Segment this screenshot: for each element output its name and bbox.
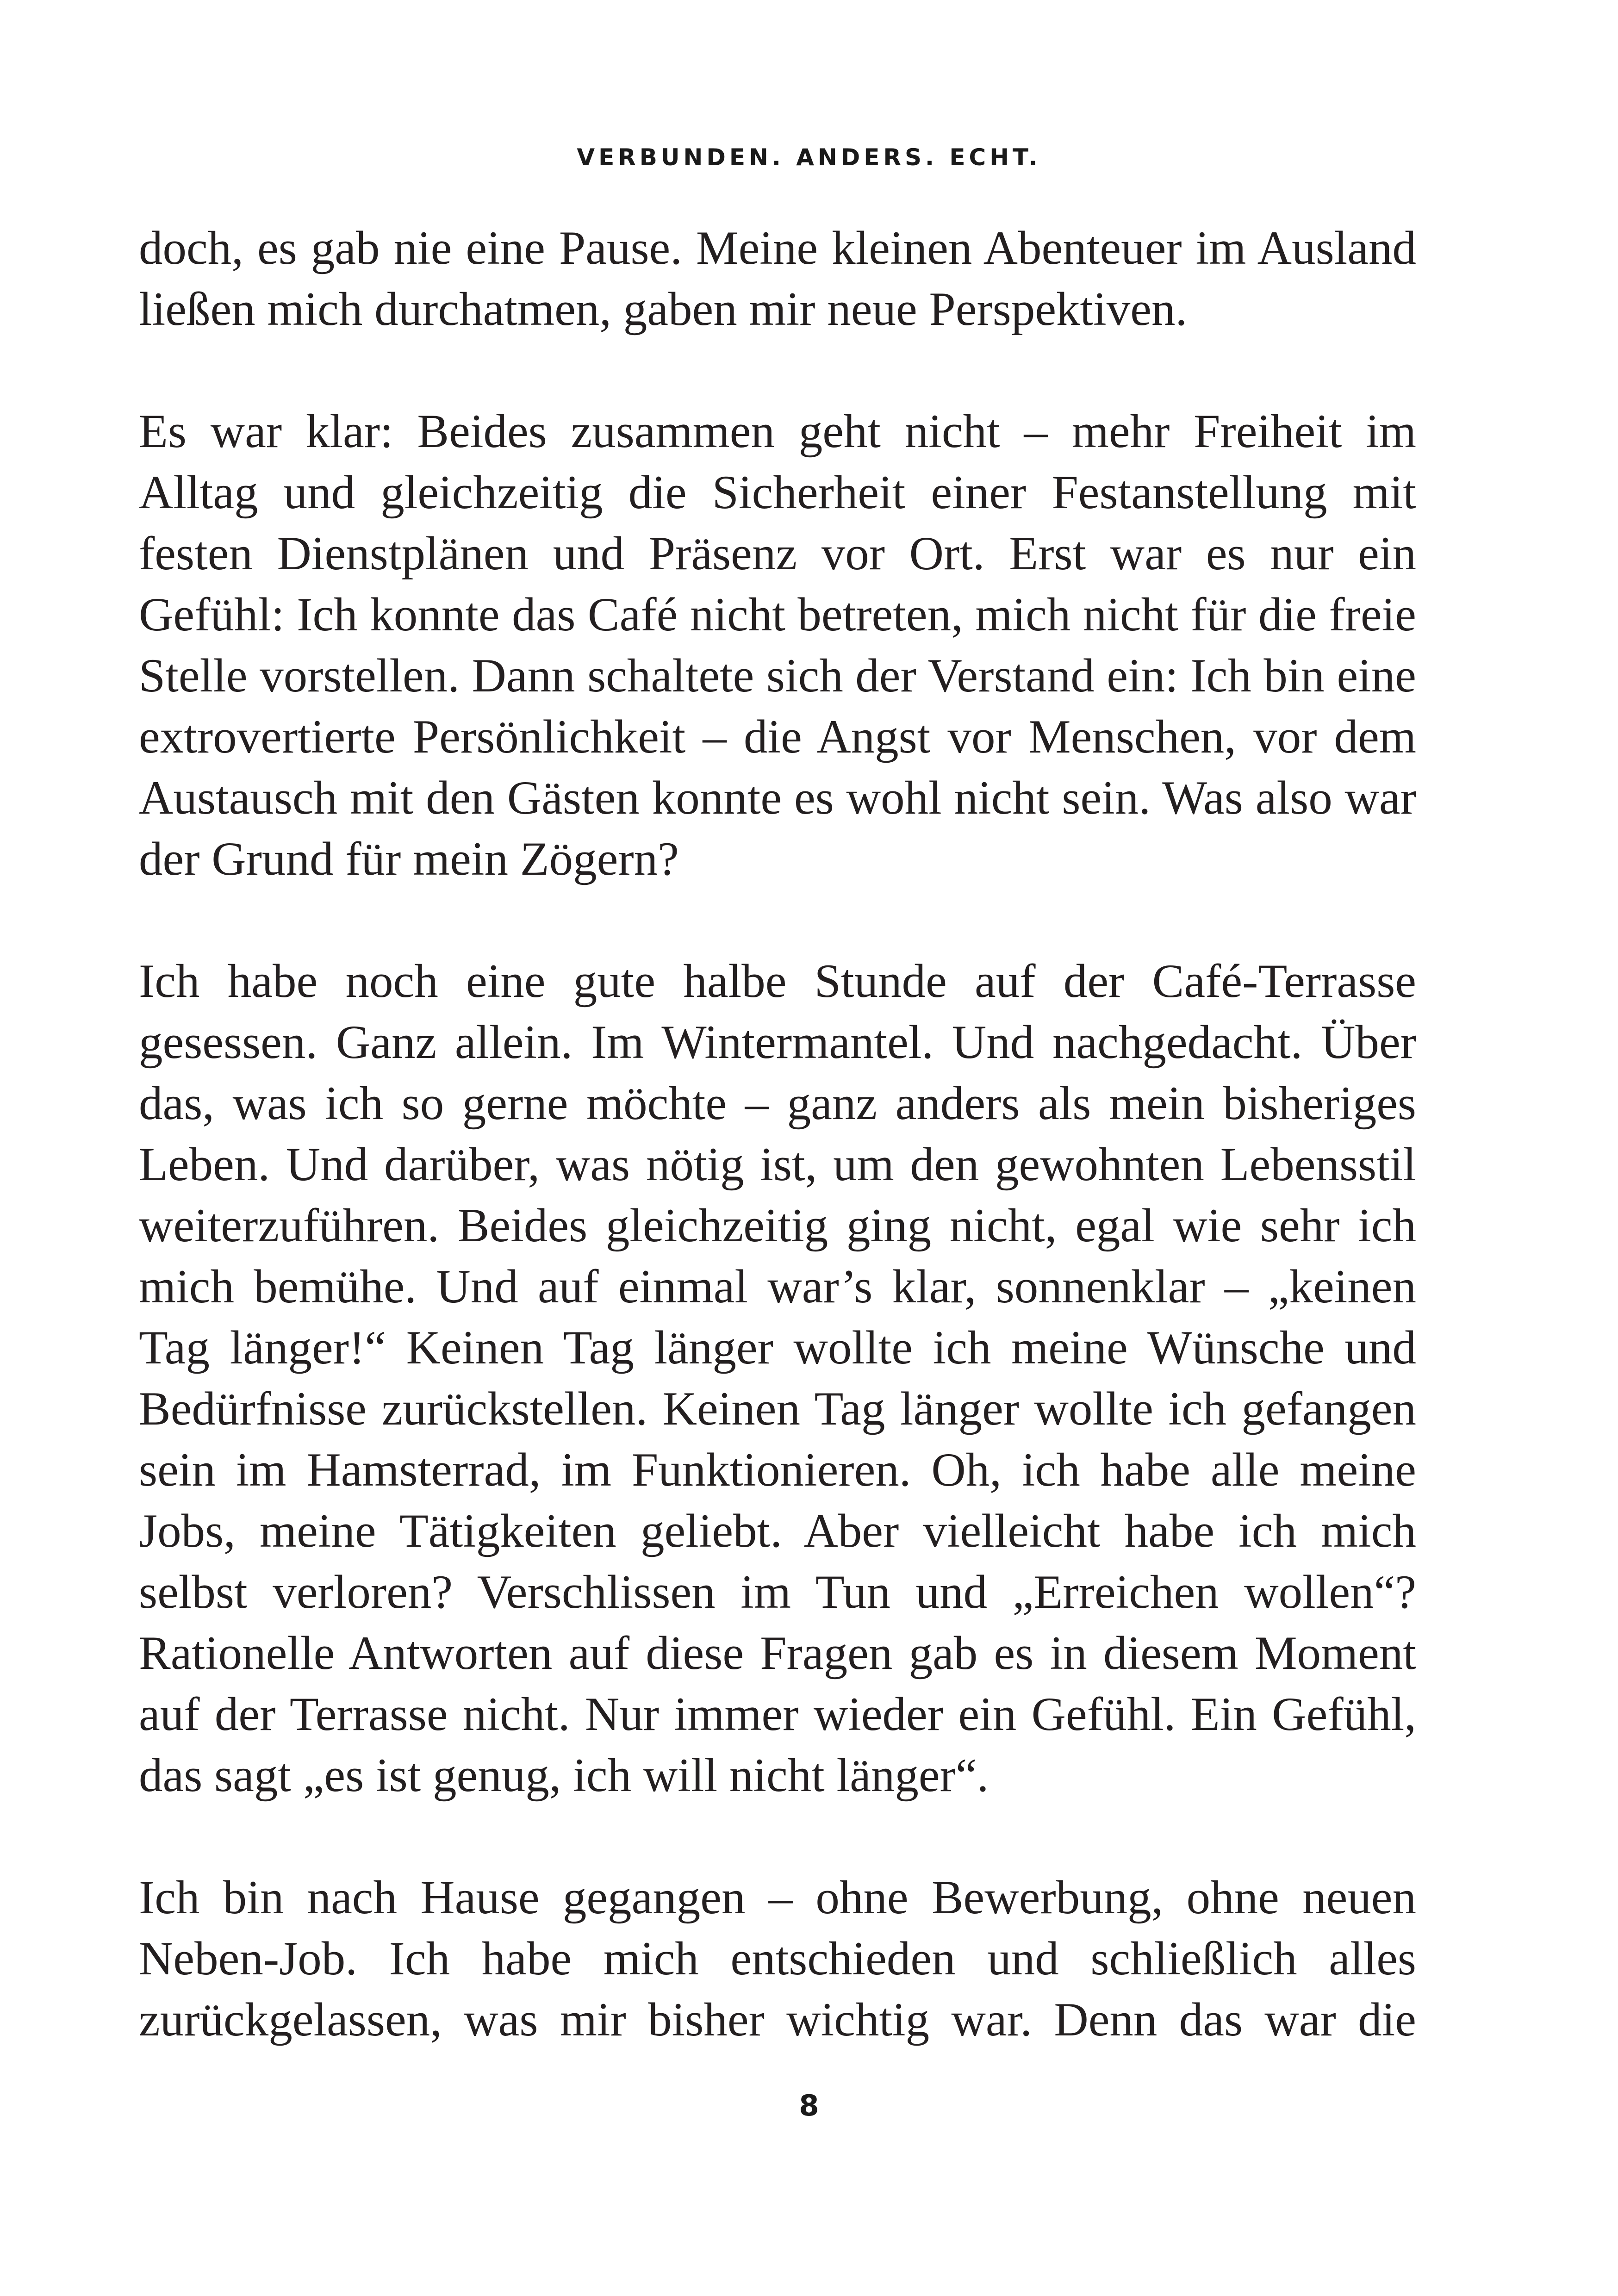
paragraph-1: doch, es gab nie eine Pause. Meine kleinen Abenteuer im Ausland ließen mich durchatmen, gaben mir neue Perspektiven. <box>139 222 1416 336</box>
paragraph-4: Ich bin nach Hause gegangen – ohne Bewerbung, ohne neuen Neben-Job. Ich habe mich entschieden und schließlich alles zurückgelassen, was mir bisher wichtig war. Denn das war die <box>139 1871 1416 2046</box>
body-text <box>139 218 1416 2050</box>
paragraph-2: Es war klar: Beides zusammen geht nicht – mehr Freiheit im Alltag und gleichzeitig die Sicherheit einer Festanstellung mit festen Dienstplänen und Präsenz vor Ort. Erst war es nur ein Gefühl: Ich konnte das Café nicht betreten, mich nicht für die freie Stelle vorstellen. Dann schaltete sich der Verstand ein: Ich bin eine extrovertierte Persönlichkeit – die Angst vor Menschen, vor dem Austausch mit den Gästen konnte es wohl nicht sein. Was also war der Grund für mein Zögern? <box>139 405 1416 885</box>
running-head: VERBUNDEN. ANDERS. ECHT. <box>577 144 1041 171</box>
paragraph-3: Ich habe noch eine gute halbe Stunde auf der Café-Terrasse gesessen. Ganz allein. Im Wintermantel. Und nachgedacht. Über das, was ich so gerne möchte – ganz anders als mein bisheriges Leben. Und darüber, was nötig ist, um den gewohnten Lebensstil weiterzuführen. Beides gleichzeitig ging nicht, egal wie sehr ich mich bemühe. Und auf einmal war’s klar, sonnenklar – „keinen Tag länger!“ Keinen Tag länger wollte ich meine Wünsche und Bedürfnisse zurückstellen. Keinen Tag länger wollte ich gefangen sein im Hamsterrad, im Funktionieren. Oh, ich habe alle meine Jobs, meine Tätigkeiten geliebt. Aber vielleicht habe ich mich selbst verloren? Verschlissen im Tun und „Erreichen wollen“? Rationelle Antworten auf diese Fragen gab es in diesem Moment auf der Terrasse nicht. Nur immer wieder ein Gefühl. Ein Gefühl, das sagt „es ist genug, ich will nicht länger“. <box>139 955 1416 1802</box>
page-number: 8 <box>799 2089 819 2122</box>
